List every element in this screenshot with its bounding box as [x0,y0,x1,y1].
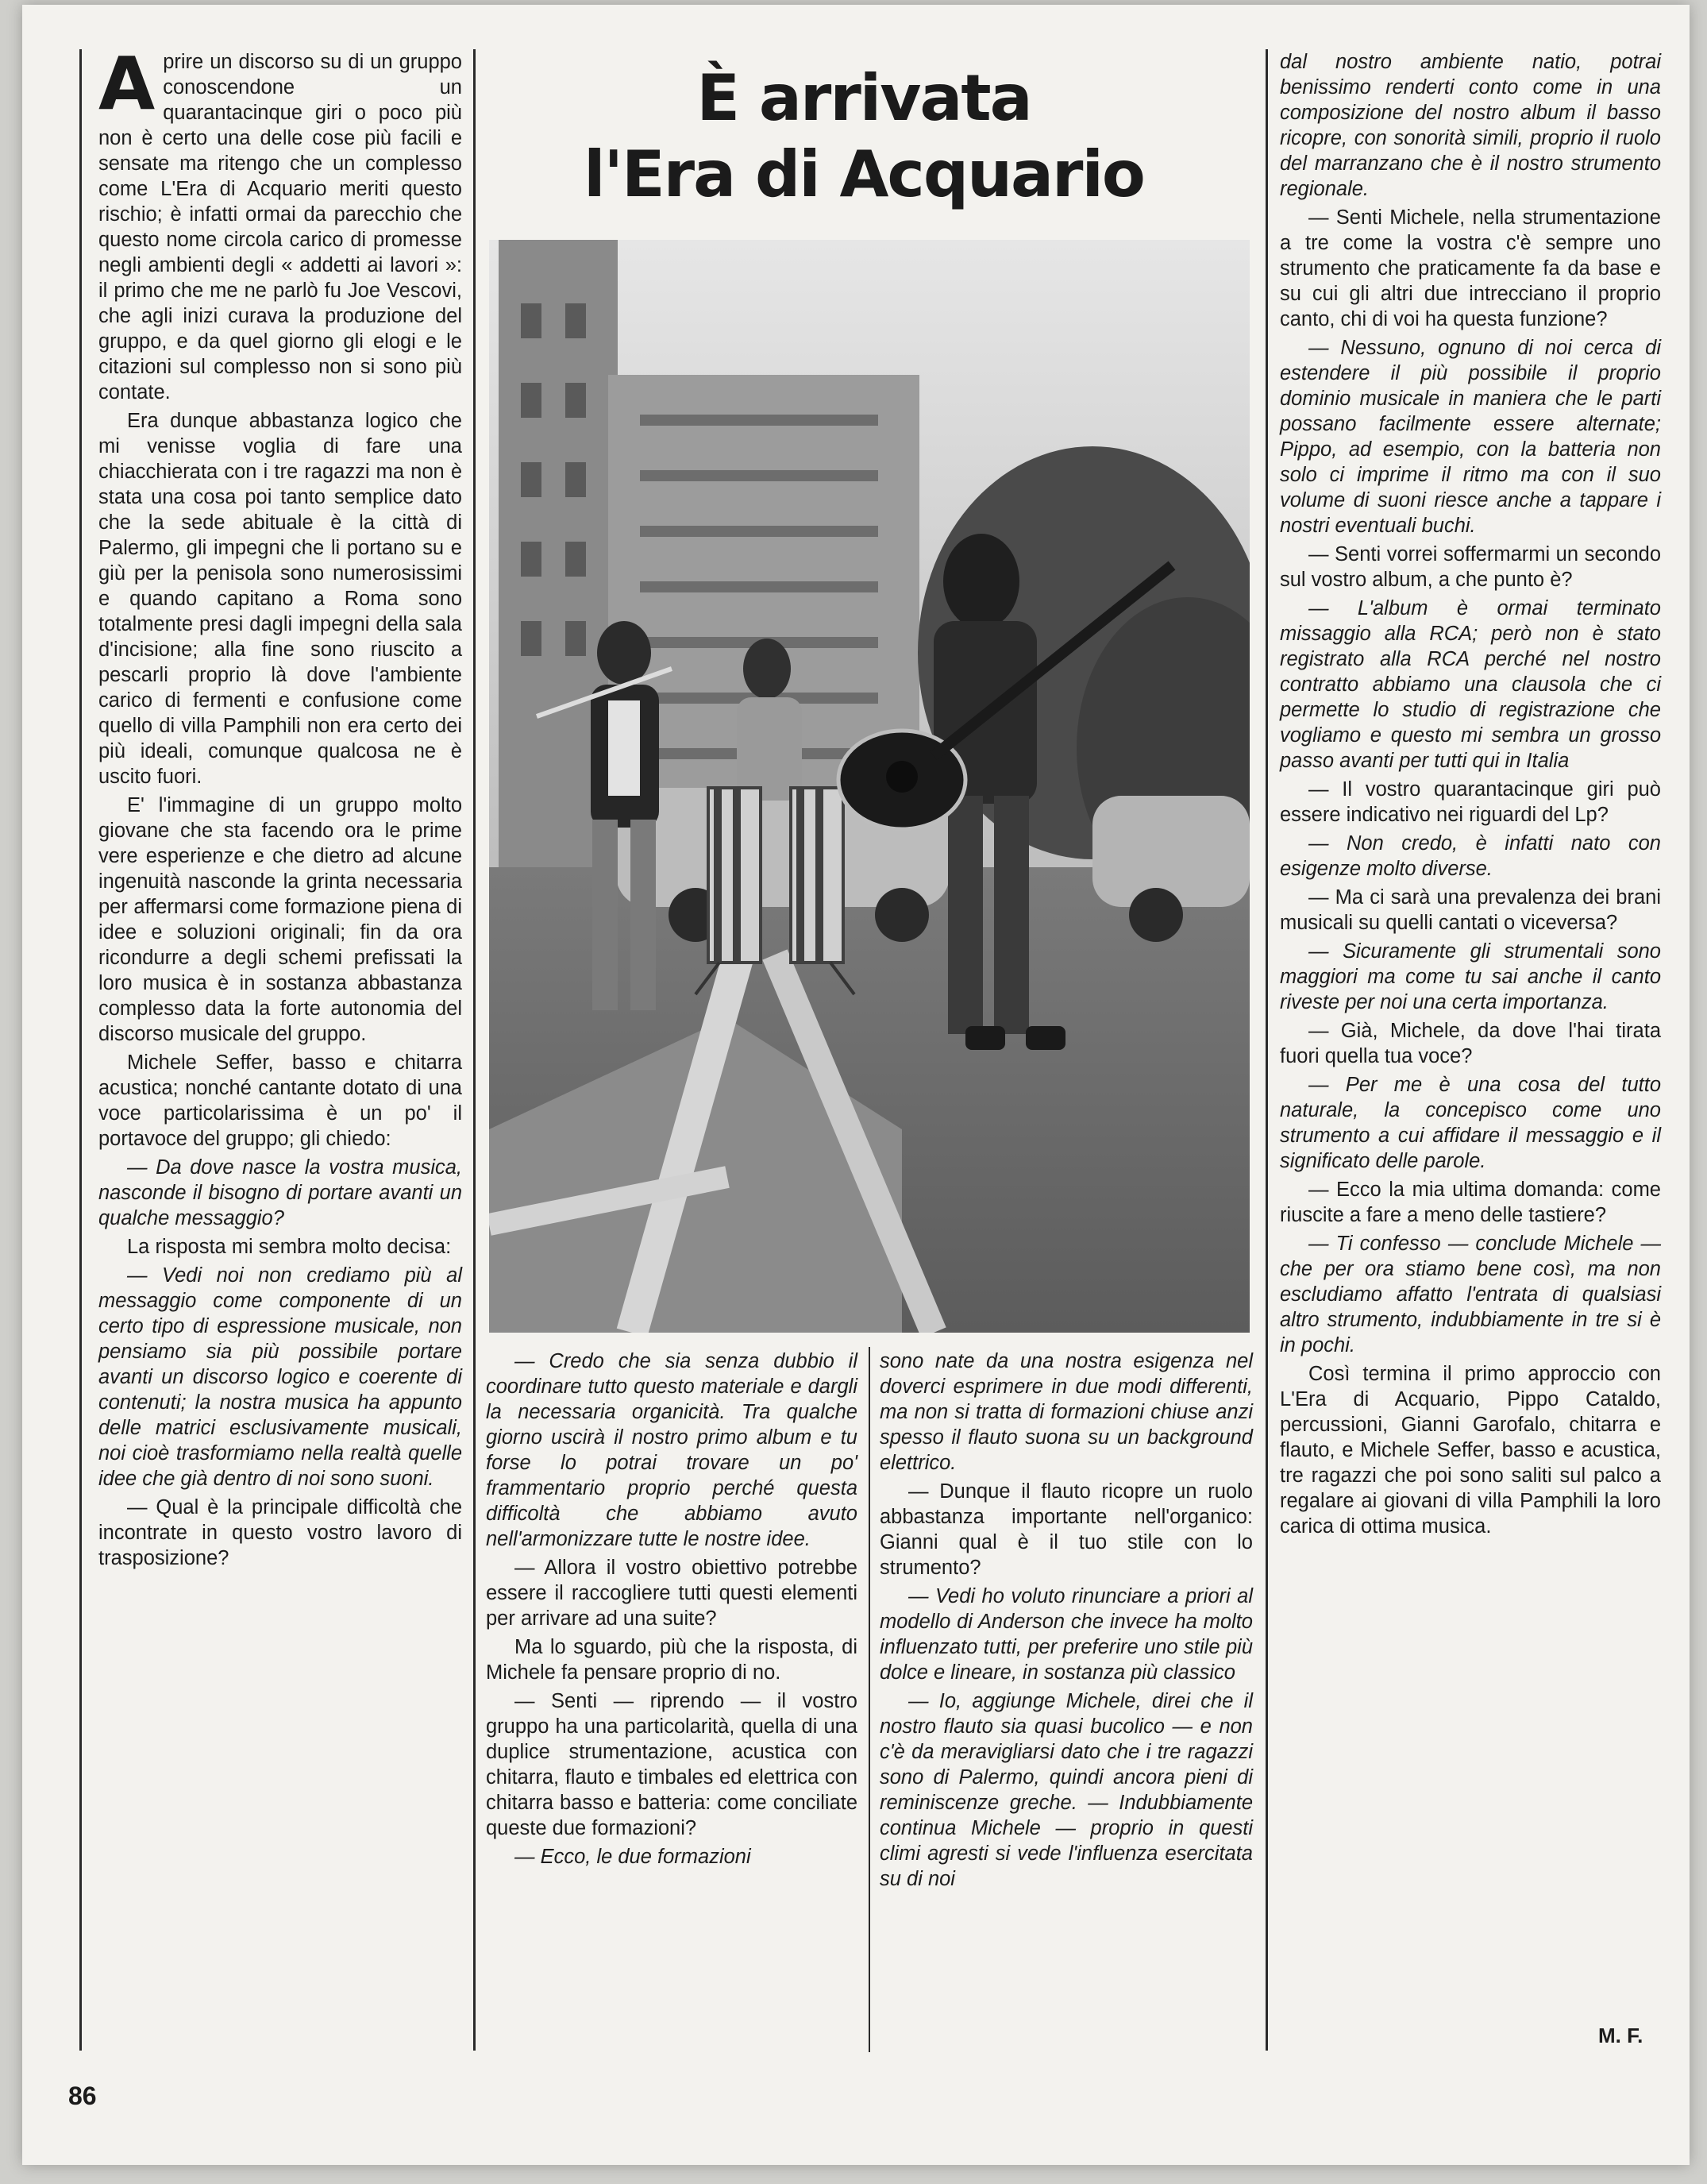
band-photo [489,240,1250,1333]
answer: — Vedi noi non crediamo più al messaggio come componente di un certo tipo di espressione musicale, non pensiamo sia più possibile portare avanti un discorso logico e coerente di contenuti; la nostra musica ha appunto delle matrici esclusivamente musicali, noi cioè trasformiamo nella realtà quelle idee che già dentro di noi sono suoni. [98,1264,462,1490]
question: — Ecco la mia ultima domanda: come riuscite a fare a meno delle tastiere? [1280,1179,1661,1226]
article-column-3 [880,1349,1253,1895]
column-rule-left [79,49,82,2051]
article-column-1 [98,41,462,1574]
band-photo-image [489,240,1250,1333]
page-number: 86 [68,2082,97,2110]
column-rule-middle-left [473,49,476,2051]
article-column-2 [486,1349,857,1873]
answer: — Nessuno, ognuno di noi cerca di estendere il più possibile il proprio dominio musicale in maniera che le parti possano facilmente essere alternate; Pippo, ad esempio, con la batteria non solo ci imprime il ritmo ma con il suo volume di suoni riesce anche a tappare i nostri eventuali buchi. [1280,337,1661,537]
answer: sono nate da una nostra esigenza nel doverci esprimere in due modi differenti, ma non si tratta di formazioni chiuse anzi spesso il flauto suona su un background elettrico. [880,1350,1253,1474]
magazine-page [22,5,1690,2165]
question: — Da dove nasce la vostra musica, nasconde il bisogno di portare avanti un qualche messaggio? [98,1156,462,1229]
question: — Il vostro quarantacinque giri può essere indicativo nei riguardi del Lp? [1280,778,1661,826]
answer: — Io, aggiunge Michele, direi che il nostro flauto sia quasi bucolico — e non c'è da meravigliarsi dato che i tre ragazzi sono di Palermo, quindi ancora pieni di reminiscenze greche. — Indubbiamente continua Michele — proprio in questi climi agresti si vede l'influenza esercitata su di noi [880,1690,1253,1890]
author-signature: M. F. [1598,2024,1643,2047]
question: — Allora il vostro obiettivo potrebbe essere il raccogliere tutti questi elementi per arrivare ad una suite? [486,1557,857,1630]
drop-cap: A [98,41,156,126]
answer: — Vedi ho voluto rinunciare a priori al modello di Anderson che invece ha molto influenzato tutti, per preferire uno stile più dolce e lineare, in sostanza più classico [880,1585,1253,1684]
question: — Senti — riprendo — il vostro gruppo ha una particolarità, quella di una duplice strumentazione, acustica con chitarra, flauto e timbales ed elettrica con chitarra basso e batteria: come conciliate queste due formazioni? [486,1690,857,1839]
question: — Già, Michele, da dove l'hai tirata fuori quella tua voce? [1280,1020,1661,1067]
paragraph: Ma lo sguardo, più che la risposta, di Michele fa pensare proprio di no. [486,1636,857,1684]
question: — Senti vorrei soffermarmi un secondo sul vostro album, a che punto è? [1280,543,1661,591]
answer: — Ti confesso — conclude Michele — che per ora stiamo bene così, ma non escludiamo affatto l'entrata di qualsiasi altro strumento, indubbiamente in tre si è in pochi. [1280,1233,1661,1356]
answer: — Credo che sia senza dubbio il coordinare tutto questo materiale e dargli la necessaria organicità. Tra qualche giorno uscirà il nostro primo album e tu forse lo potrai trovare un po' frammentario proprio perché questa difficoltà che abbiamo avuto nell'armonizzare tutte le nostre idee. [486,1350,857,1550]
paragraph: Era dunque abbastanza logico che mi venisse voglia di fare una chiacchierata con i tre ragazzi ma non è stata una cosa poi tanto semplice dato che la sede abituale è la città di Palermo, gli impegni che li portano su e giù per la penisola sono numerosissimi e quando capitano a Roma sono totalmente presi dagli impegni della sala d'incisione; alla fine sono riuscito a pescarli proprio là dove l'ambiente carico di fermenti e confusione come quello di villa Pamphili non era certo dei più ideali, comunque qualcosa ne è uscito fuori. [98,410,462,788]
article-column-4 [1280,49,1661,1542]
answer: — Per me è una cosa del tutto naturale, la concepisco come uno strumento a cui affidare il messaggio e il significato delle parole. [1280,1074,1661,1172]
answer: dal nostro ambiente natio, potrai benissimo renderti conto come in una composizione del nostro album il basso ricopre, con sonorità simili, proprio il ruolo del marranzano che è il nostro strumento regionale. [1280,51,1661,200]
answer: — L'album è ormai terminato missaggio alla RCA; però non è stato registrato alla RCA perché nel nostro contratto abbiamo una clausola che ci permette lo studio di registrazione che vogliamo e questo mi sembra un grosso passo avanti per tutti qui in Italia [1280,597,1661,772]
title-line-1: È arrivata [696,61,1031,135]
paragraph: Michele Seffer, basso e chitarra acustica; nonché cantante dotato di una voce particolarissima è un po' il portavoce del gruppo; gli chiedo: [98,1051,462,1150]
column-rule-middle-right [1266,49,1268,2051]
paragraph: La risposta mi sembra molto decisa: [127,1236,452,1258]
answer: — Non credo, è infatti nato con esigenze molto diverse. [1280,832,1661,880]
paragraph: Aprire un discorso su di un gruppo conoscendone un quarantacinque giri o poco più non è certo una delle cose più facili e sensate ma ritengo che un complesso come L'Era di Acquario meriti questo rischio; è infatti ormai da parecchio che questo nome circola carico di promesse negli ambienti degli « addetti ai lavori »: il primo che me ne parlò fu Joe Vescovi, che agli inizi curava la produzione del gruppo, e da quel giorno gli elogi e le citazioni sul complesso non si sono più contate. [98,41,462,403]
answer: — Ecco, le due formazioni [514,1846,751,1868]
answer: — Sicuramente gli strumentali sono maggiori ma come tu sai anche il canto riveste per noi una certa importanza. [1280,940,1661,1013]
column-rule-center-bottom [869,1347,870,2052]
question: — Ma ci sarà una prevalenza dei brani musicali su quelli cantati o viceversa? [1280,886,1661,934]
article-title [514,60,1213,213]
question: — Qual è la principale difficoltà che incontrate in questo vostro lavoro di trasposizione? [98,1496,462,1569]
question: — Senti Michele, nella strumentazione a tre come la vostra c'è sempre uno strumento che praticamente fa da base e su cui gli altri due intrecciano il proprio canto, chi di voi ha questa funzione? [1280,206,1661,330]
question: — Dunque il flauto ricopre un ruolo abbastanza importante nell'organico: Gianni qual è il tuo stile con lo strumento? [880,1480,1253,1579]
title-line-2: l'Era di Acquario [584,137,1144,211]
paragraph: Così termina il primo approccio con L'Era di Acquario, Pippo Cataldo, percussioni, Gianni Garofalo, chitarra e flauto, e Michele Seffer, basso e acustica, tre ragazzi che poi sono saliti sul palco a regalare ai giovani di villa Pamphili la loro carica di ottima musica. [1280,1363,1661,1538]
paragraph: E' l'immagine di un gruppo molto giovane che sta facendo ora le prime vere esperienze e che dietro ad alcune ingenuità nasconde la grinta necessaria per affermarsi come formazione piena di idee e soluzioni originali; fin da ora ricondurre a degli schemi prefissati la loro musica è in sostanza abbastanza complesso data la forte autonomia del discorso musicale del gruppo. [98,794,462,1045]
